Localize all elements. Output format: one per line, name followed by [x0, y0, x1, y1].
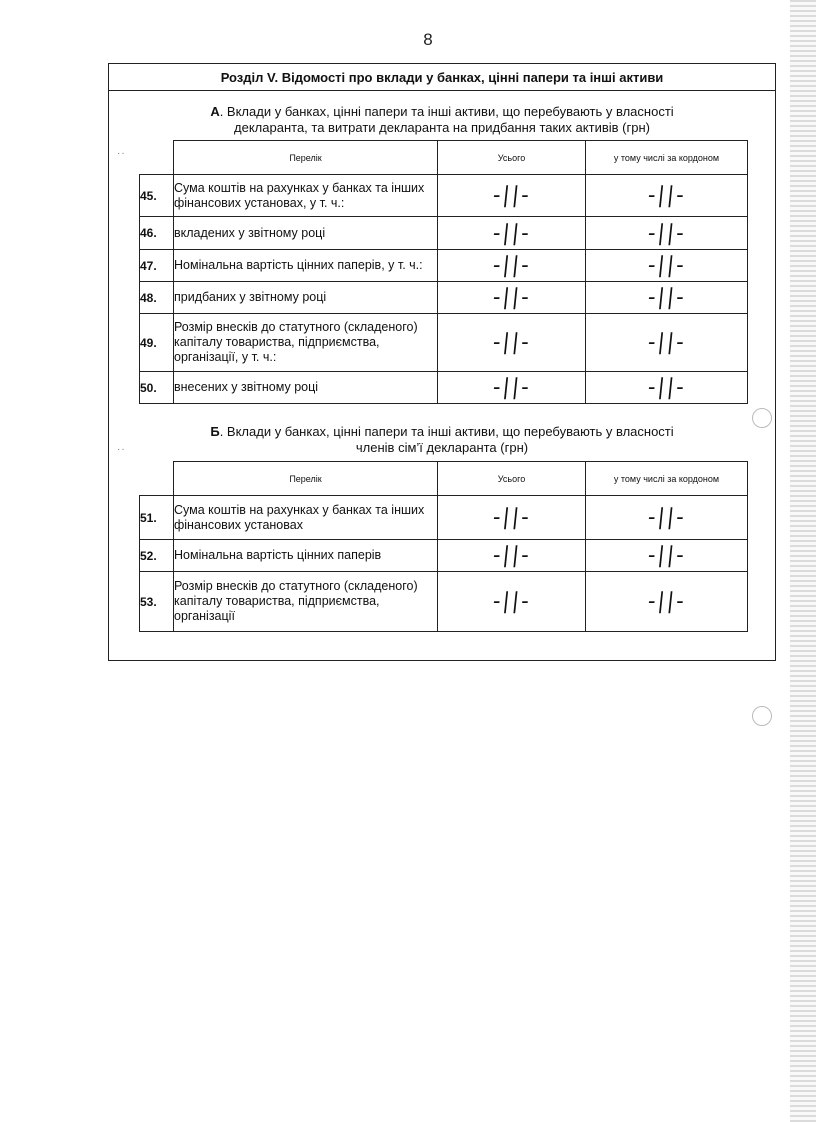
- column-header-list: Перелік: [174, 141, 438, 175]
- handwritten-dash: -||-: [491, 375, 532, 400]
- column-header-abroad: у тому числі за кордоном: [586, 462, 748, 496]
- cell-total: [438, 496, 586, 540]
- cell-abroad: [586, 250, 748, 282]
- table-row: [140, 372, 748, 404]
- table-row: [140, 217, 748, 250]
- row-number: 53.: [140, 572, 174, 632]
- handwritten-dash: -||-: [491, 543, 532, 568]
- cell-abroad: [586, 372, 748, 404]
- row-label: Номінальна вартість цінних паперів: [174, 540, 438, 572]
- handwritten-dash: -||-: [491, 253, 532, 278]
- cell-total: [438, 572, 586, 632]
- handwritten-dash: -||-: [491, 330, 532, 355]
- part-b-title: [109, 424, 775, 456]
- section-title: Розділ V. Відомості про вклади у банках, цінні папери та інші активи: [109, 64, 775, 91]
- row-number: 51.: [140, 496, 174, 540]
- handwritten-dash: -||-: [646, 543, 687, 568]
- part-a-title: [109, 104, 775, 136]
- cell-abroad: [586, 175, 748, 217]
- page-number: 8: [423, 30, 433, 49]
- part-a-letter: А: [210, 104, 220, 119]
- row-number: 52.: [140, 540, 174, 572]
- table-row: [140, 250, 748, 282]
- handwritten-dash: -||-: [646, 285, 687, 310]
- column-header-abroad: у тому числі за кордоном: [586, 141, 748, 175]
- handwritten-dash: -||-: [646, 183, 687, 208]
- cell-total: [438, 250, 586, 282]
- table-row: [140, 572, 748, 632]
- cell-abroad: [586, 314, 748, 372]
- column-header-list: Перелік: [174, 462, 438, 496]
- handwritten-dash: -||-: [491, 505, 532, 530]
- part-b-title-line1: . Вклади у банках, цінні папери та інші активи, що перебувають у власності: [219, 424, 674, 439]
- empty-header-cell: [140, 462, 174, 496]
- section-frame: [108, 63, 776, 661]
- row-number: 46.: [140, 217, 174, 250]
- row-label: Розмір внесків до статутного (складеного) капіталу товариства, підприємства, організації: [174, 572, 438, 632]
- row-label: придбаних у звітному році: [174, 282, 438, 314]
- handwritten-dash: -||-: [646, 253, 687, 278]
- row-label: Сума коштів на рахунках у банках та інших фінансових установах: [174, 496, 438, 540]
- scan-dots: ··: [117, 148, 126, 159]
- row-number: 48.: [140, 282, 174, 314]
- row-number: 45.: [140, 175, 174, 217]
- row-label: внесених у звітному році: [174, 372, 438, 404]
- table-row: [140, 282, 748, 314]
- cell-total: [438, 282, 586, 314]
- page-edge-shadow: [790, 0, 816, 1122]
- row-label: Розмір внесків до статутного (складеного) капіталу товариства, підприємства, організації, у т. ч.:: [174, 314, 438, 372]
- part-b-title-line2: членів сім’ї декларанта (грн): [355, 440, 529, 455]
- cell-abroad: [586, 282, 748, 314]
- row-number: 50.: [140, 372, 174, 404]
- table-row: [140, 314, 748, 372]
- handwritten-dash: -||-: [491, 220, 532, 246]
- handwritten-dash: -||-: [491, 285, 532, 310]
- cell-abroad: [586, 217, 748, 250]
- handwritten-dash: -||-: [491, 183, 532, 208]
- handwritten-dash: -||-: [646, 505, 687, 530]
- handwritten-dash: -||-: [646, 375, 687, 400]
- cell-abroad: [586, 572, 748, 632]
- handwritten-dash: -||-: [646, 589, 687, 614]
- part-a-title-line1: . Вклади у банках, цінні папери та інші активи, що перебувають у власності: [219, 104, 674, 119]
- column-header-total: Усього: [438, 462, 586, 496]
- handwritten-dash: -||-: [646, 330, 687, 355]
- cell-total: [438, 314, 586, 372]
- cell-total: [438, 372, 586, 404]
- cell-abroad: [586, 540, 748, 572]
- row-label: Сума коштів на рахунках у банках та інших фінансових установах, у т. ч.:: [174, 175, 438, 217]
- table-row: [140, 175, 748, 217]
- punch-hole: [752, 706, 772, 726]
- handwritten-dash: -||-: [646, 220, 687, 246]
- row-number: 49.: [140, 314, 174, 372]
- scan-dots: ··: [117, 444, 126, 455]
- part-b-table: [139, 461, 748, 632]
- row-number: 47.: [140, 250, 174, 282]
- handwritten-dash: -||-: [491, 589, 532, 614]
- empty-header-cell: [140, 141, 174, 175]
- cell-abroad: [586, 496, 748, 540]
- part-b-letter: Б: [210, 424, 220, 439]
- table-row: [140, 496, 748, 540]
- cell-total: [438, 175, 586, 217]
- part-a-title-line2: декларанта, та витрати декларанта на придбання таких активів (грн): [234, 120, 650, 135]
- cell-total: [438, 217, 586, 250]
- column-header-total: Усього: [438, 141, 586, 175]
- row-label: Номінальна вартість цінних паперів, у т. ч.:: [174, 250, 438, 282]
- table-row: [140, 540, 748, 572]
- cell-total: [438, 540, 586, 572]
- row-label: вкладених у звітному році: [174, 217, 438, 250]
- part-a-table: [139, 140, 748, 404]
